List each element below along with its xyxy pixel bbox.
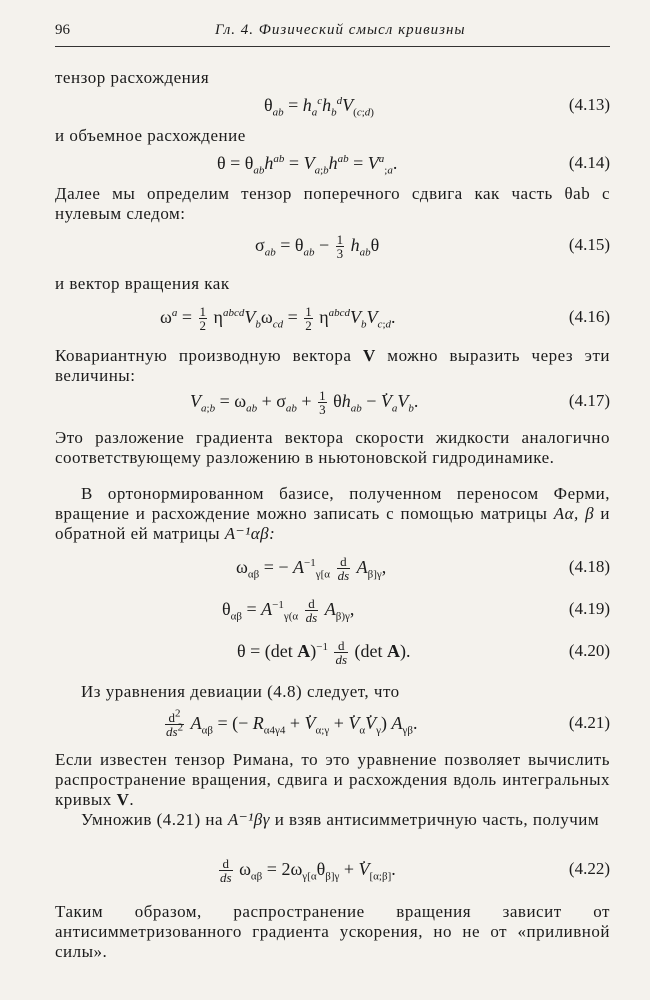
equation-4-19-number: (4.19) xyxy=(568,599,610,618)
paragraph-5 xyxy=(55,346,610,386)
equation-4-13-number: (4.13) xyxy=(568,95,610,114)
paragraph-9 xyxy=(55,750,610,810)
equation-4-19-formula: $\theta_{\alpha\beta} = A^{-1}_{\gamma(\alpha}$ $\frac{d}{ds}$ $A_{\beta)\gamma}$, xyxy=(222,596,355,626)
paragraph-3: Далее мы определим тензор поперечного сдвига как часть θab с нулевым следом: xyxy=(55,184,610,223)
equation-4-22-number: (4.22) xyxy=(568,859,610,878)
equation-4-18-formula: $\omega_{\alpha\beta}$ = − $A^{-1}_{\gamma[\alpha}$ $\frac{d}{ds}$ $A_{\beta]\gamma}$, xyxy=(236,554,387,584)
equation-4-14 xyxy=(55,148,610,188)
paragraph-9-text: Если известен тензор Римана, то это уравнение позволяет вычислить распространение вращения, сдвига и расхождения вдоль интегральных кривых xyxy=(55,750,610,809)
equation-4-14-number: (4.14) xyxy=(568,153,610,172)
paragraph-11: Таким образом, распространение вращения зависит от антисимметризованного градиента ускорения, но не от «приливной силы». xyxy=(55,902,610,961)
equation-4-15-number: (4.15) xyxy=(568,235,610,254)
paragraph-10-end: и взяв антисимметричную часть, получим xyxy=(269,810,600,829)
paragraph-7-start: В ортонормированном базисе, полученном переносом Ферми, вращение и расхождение можно записать с помощью матрицы xyxy=(55,484,610,523)
equation-4-16 xyxy=(55,302,610,342)
page-header xyxy=(55,22,610,44)
paragraph-4: и вектор вращения как xyxy=(55,274,230,293)
equation-4-17-number: (4.17) xyxy=(568,391,610,410)
equation-4-17-formula: $V_{a;b} = \omega_{ab} + \sigma_{ab}$ + $\frac{1}{3}$ $\theta h_{ab}$ − . $V_aV_b$. xyxy=(190,386,418,416)
equation-4-17 xyxy=(55,386,610,426)
paragraph-6: Это разложение градиента вектора скорости жидкости аналогично соответствующему разложению в ньютоновской гидродинамике. xyxy=(55,428,610,467)
paragraph-5-start: Ковариантную производную вектора xyxy=(55,346,363,365)
paragraph-9-period: . xyxy=(129,790,135,809)
equation-4-20-formula: θ = (det A)$^{-1}$ $\frac{d}{ds}$ (det A). xyxy=(237,638,411,668)
equation-4-16-formula: $\omega^a$ = $\frac{1}{2}$ $\eta^{abcd}V_b\omega_{cd}$ = $\frac{1}{2}$ $\eta^{abcd}V_bV_{c;d}$. xyxy=(160,304,396,334)
paragraph-5-end: можно выразить через эти величины: xyxy=(55,346,610,385)
equation-4-21-number: (4.21) xyxy=(568,713,610,732)
paragraph-1: тензор расхождения xyxy=(55,68,210,87)
header-rule xyxy=(55,46,610,47)
equation-4-16-number: (4.16) xyxy=(568,307,610,326)
equation-4-22 xyxy=(55,854,610,894)
equation-4-20-number: (4.20) xyxy=(568,641,610,660)
equation-4-14-formula: $\theta = \theta_{ab}h^{ab} = V_{a;b}h^{ab} = V^a_{;a}$. xyxy=(217,153,398,177)
paragraph-2: и объемное расхождение xyxy=(55,126,246,145)
paragraph-10 xyxy=(55,810,610,830)
matrix-a-inverse: A⁻¹αβ: xyxy=(224,524,276,543)
paragraph-8: Из уравнения девиации (4.8) следует, что xyxy=(81,682,400,701)
equation-4-22-formula: $\frac{d}{ds}$ $\omega_{\alpha\beta} = 2\omega_{\gamma[\alpha}\theta_{\beta]\gamma}$ + . $V_{[\alpha;\beta]}$. xyxy=(217,854,396,884)
vector-v: V xyxy=(362,346,376,365)
equation-4-18-number: (4.18) xyxy=(568,557,610,576)
equation-4-13-formula: $\theta_{ab} = h_a^ch_b^dV_{(c;d)}$ xyxy=(264,95,374,119)
matrix-a: Aα, β xyxy=(553,504,595,523)
running-title: Гл. 4. Физический смысл кривизны xyxy=(215,22,466,38)
paragraph-7 xyxy=(55,484,610,544)
paragraph-7-mid: и обратной ей матрицы xyxy=(55,504,610,543)
equation-4-19 xyxy=(55,594,610,634)
paragraph-10-start: Умножив (4.21) на xyxy=(81,810,228,829)
equation-4-13 xyxy=(55,90,610,130)
page-number: 96 xyxy=(55,22,70,38)
equation-4-15 xyxy=(55,230,610,270)
equation-4-18 xyxy=(55,552,610,592)
equation-4-20 xyxy=(55,636,610,676)
equation-4-21 xyxy=(55,708,610,748)
matrix-factor: A⁻¹βγ xyxy=(227,810,270,829)
vector-v-bold: V xyxy=(116,790,130,809)
equation-4-15-formula: $\sigma_{ab} = \theta_{ab}$ − $\frac{1}{3}$ $h_{ab}\theta$ xyxy=(255,232,380,262)
equation-4-21-formula: $\frac{d^2}{ds^2}$ $A_{\alpha\beta}$ = (− $R_{\alpha 4\gamma 4}$ + . $V_{\alpha;\gamma}$ + . $V_\alpha$. $V_\gamma$) $A_{\gamma\beta}$. xyxy=(163,708,417,738)
